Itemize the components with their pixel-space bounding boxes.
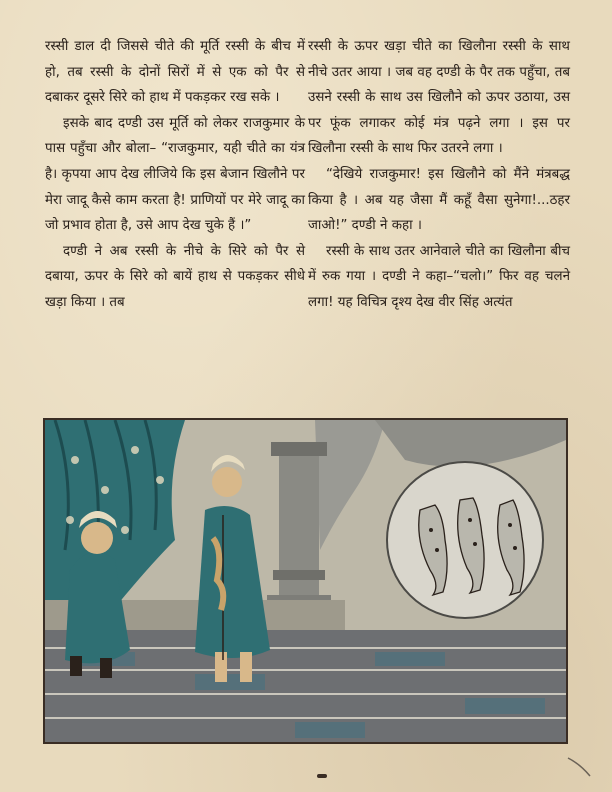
text-column-left xyxy=(45,34,305,316)
paragraph: दण्डी ने अब रस्सी के नीचे के सिरे को पैर से दबाया, ऊपर के सिरे को बायें हाथ से पकड़कर सीधे खड़ा किया । तब xyxy=(45,243,305,310)
paragraph: रस्सी के ऊपर खड़ा चीते का खिलौना रस्सी के साथ नीचे उतर आया । जब वह दण्डी के पैर तक पहुँचा, तब उसने रस्सी के साथ उस खिलौने को ऊपर उठाया, उस पर फूंक लगाकर कोई मंत्र पढ़ने लगा । इस पर खिलौना रस्सी के साथ फिर उतरने लगा । xyxy=(308,39,570,157)
page-corner-mark xyxy=(566,754,592,778)
paragraph: रस्सी के साथ उतर आनेवाले चीते का खिलौना बीच में रुक गया । दण्डी ने कहा–“चलो।” फिर वह चलने लगा! यह विचित्र दृश्य देख वीर सिंह अत्यंत xyxy=(308,243,570,310)
paragraph: रस्सी डाल दी जिससे चीते की मूर्ति रस्सी के बीच में हो, तब रस्सी के दोनों सिरों में से एक को पैर से दबाकर दूसरे सिरे को हाथ में पकड़कर रख सके । xyxy=(45,39,305,106)
paragraph: “देखिये राजकुमार! इस खिलौने को मैंने मंत्रबद्ध किया है । अब यह जैसा मैं कहूँ वैसा सुनेगा!...ठहर जाओ!” दण्डी ने कहा । xyxy=(308,166,570,234)
illustration-scene xyxy=(45,420,566,742)
paragraph: इसके बाद दण्डी उस मूर्ति को लेकर राजकुमार के पास पहुँचा और बोला– “राजकुमार, यही चीते का यंत्र है। कृपया आप देख लीजिये कि इस बेजान खिलौने पर मेरा जादू कैसे काम करता है! प्राणियों पर मेरे जादू का जो प्रभाव होता है, उसे आप देख चुके हैं ।” xyxy=(45,115,305,234)
ink-speck xyxy=(317,774,327,778)
story-illustration xyxy=(43,418,568,744)
text-column-right xyxy=(308,34,570,316)
